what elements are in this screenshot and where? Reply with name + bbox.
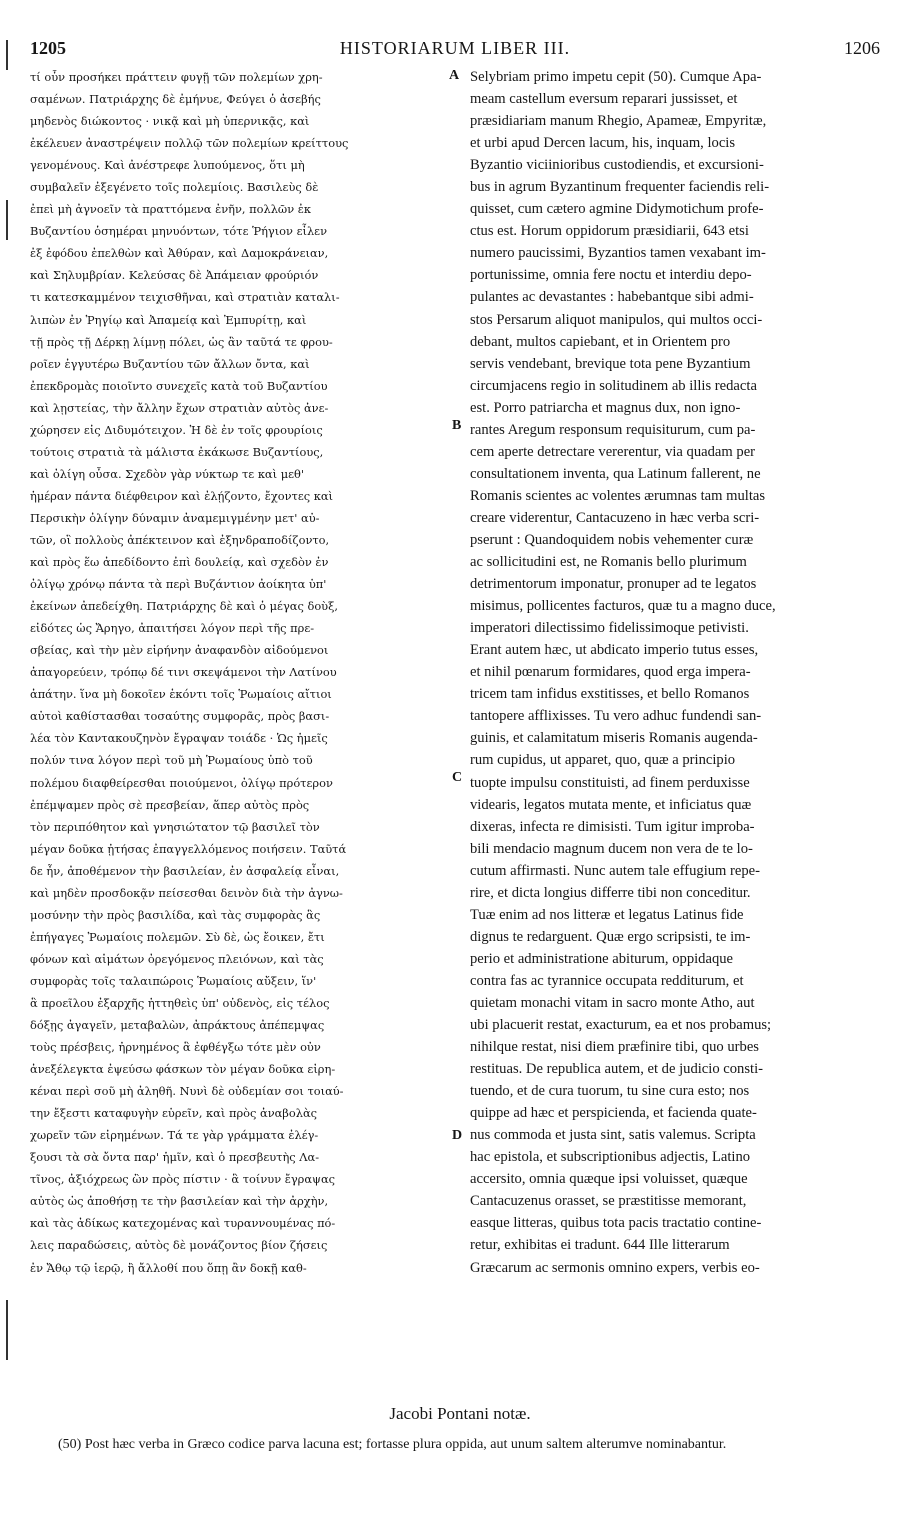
- footnote-50: (50) Post hæc verba in Græco codice parva lacuna est; fortasse plura oppida, aut unum saltem alterumve nominabantur.: [58, 1437, 727, 1452]
- greek-line: τι κατεσκαμμένον τειχισθῆναι, καὶ στρατιὰν καταλι-: [30, 290, 340, 305]
- latin-line: Tuæ enim ad nos litteræ et legatus Latinus fide: [470, 906, 744, 923]
- latin-line: imperatori dilectissimo fidelissimoque petivisti.: [470, 620, 749, 637]
- latin-line: rire, et dicta longius differre tibi non conceditur.: [470, 884, 751, 901]
- latin-line: tricem tam infidus exstitisses, et bello Romanos: [470, 686, 750, 703]
- latin-line: Cantacuzenus orasset, se præstitisse memorant,: [470, 1193, 747, 1210]
- greek-line: την ἔξεστι καταφυγὴν εὑρεῖν, καὶ πρὸς ἀναβολὰς: [30, 1106, 318, 1121]
- greek-line: δόξῃς ἀγαγεῖν, μεταβαλὼν, ἀπράκτους ἀπέπεμψας: [30, 1018, 325, 1033]
- greek-line: πολέμου διαφθείρεσθαι ποιούμενοι, ὀλίγῳ πρότερον: [30, 775, 333, 790]
- latin-line: pulantes ac devastantes : habebantque sibi admi-: [470, 289, 754, 306]
- latin-line: meam castellum eversum reparari jussisset, et: [470, 91, 738, 108]
- latin-line: bus in agrum Byzantinum frequenter faciendis reli-: [470, 179, 770, 196]
- latin-line: perio et administratione abiturum, oppidaque: [470, 950, 734, 967]
- latin-line: Byzantio viciinioribus custodiendis, et excursioni-: [470, 157, 764, 174]
- greek-line: ἐν Ἄθῳ τῷ ἱερῷ, ἢ ἄλλοθί που ὅπῃ ἂν δοκῇ καθ-: [30, 1260, 307, 1275]
- greek-line: καὶ πρὸς ἕω ἀπεδίδοντο ἐπὶ δουλείᾳ, καὶ σχεδὸν ἐν: [30, 555, 329, 570]
- latin-line: ctus est. Horum oppidorum præsidiarii, 643 etsi: [470, 223, 749, 240]
- greek-text-column: [30, 66, 442, 1389]
- latin-line: accersito, omnia quæque ipsi voluisset, quæque: [470, 1171, 748, 1188]
- greek-line: καὶ μηδὲν προσδοκᾷν πείσεσθαι δεινὸν διὰ τὴν ἀγνω-: [30, 885, 343, 900]
- margin-marker-b: B: [452, 418, 462, 433]
- greek-line: συμβαλεῖν ἐξεγένετο τοῖς πολεμίοις. Βασιλεὺς δὲ: [30, 180, 319, 195]
- greek-line: ἐπεκδρομὰς ποιοῖντο συνεχεῖς κατὰ τοῦ Βυζαντίου: [30, 378, 328, 393]
- greek-line: ὀλίγῳ χρόνῳ πάντα τὰ περὶ Βυζάντιον ἀοίκητα ὑπ': [30, 577, 327, 592]
- greek-line: χώρησεν εἰς Διδυμότειχον. Ἡ δὲ ἐν τοῖς φρουρίοις: [30, 422, 323, 437]
- latin-line: præsidiariam manum Rhegio, Apameæ, Empyritæ,: [470, 113, 767, 130]
- greek-line: δε ἦν, ἀποθέμενον τὴν βασιλείαν, ἐν ἀσφαλείᾳ εἶναι,: [30, 863, 340, 878]
- latin-line: portunissime, omnia fere noctu et interdiu depo-: [470, 267, 752, 284]
- greek-line: αὐτὸς ὡς ἀποθήσῃ τε τὴν βασιλείαν καὶ τὴν ἀρχὴν,: [30, 1194, 329, 1209]
- latin-line: quippe ad hæc et perspicienda, et facienda quate-: [470, 1105, 757, 1122]
- greek-line: συμφορὰς τοῖς ταλαιπώροις Ῥωμαίοις αὔξειν, ἵν': [30, 973, 317, 988]
- greek-line: ξουσι τὰ σὰ ὄντα παρ' ἡμῖν, καὶ ὁ πρεσβευτὴς Λα-: [30, 1150, 320, 1165]
- greek-line: ἐκείνων ἀπεδείχθη. Πατριάρχης δὲ καὶ ὁ μέγας δοὺξ,: [30, 599, 338, 614]
- latin-line: bili mendacio magnum ducem non vera de te lo-: [470, 840, 753, 857]
- greek-line: ἀπαγορεύειν, τρόπῳ δέ τινι σκεψάμενοι τὴν Λατίνου: [30, 665, 337, 680]
- latin-line: detrimentorum imponatur, pronuper ad te legatos: [470, 576, 757, 593]
- latin-line: Selybriam primo impetu cepit (50). Cumque Apa-: [470, 69, 762, 85]
- latin-line: nus commoda et justa sint, satis valemus. Scripta: [470, 1127, 756, 1144]
- latin-line: servis vendebant, brevique tota pene Byzantium: [470, 355, 751, 372]
- greek-line: ἐπέμψαμεν πρὸς σὲ πρεσβείαν, ἅπερ αὐτὸς πρὸς: [30, 797, 310, 812]
- greek-line: ἐξ ἐφόδου ἐπελθὼν καὶ Ἀθύραν, καὶ Δαμοκράνειαν,: [30, 246, 329, 261]
- greek-line: εἰδότες ὡς Ἄρηγο, ἀπαιτήσει λόγον περὶ τῆς πρε-: [30, 621, 315, 636]
- latin-line: rum cupidus, ut apparet, quo, quæ a principio: [470, 752, 736, 769]
- latin-line: debant, multos capiebant, et in Orientem pro: [470, 333, 731, 350]
- latin-text-column: [470, 66, 880, 1389]
- latin-line: restituas. De republica autem, et de judicio consti-: [470, 1061, 763, 1078]
- latin-line: misimus, pollicentes facturos, quæ tu a magno duce,: [470, 598, 776, 615]
- greek-line: γενομένους. Καὶ ἀνέστρεφε λυπούμενος, ὅτι μὴ: [30, 158, 305, 173]
- greek-line: λέα τὸν Καντακουζηνὸν ἔγραψαν τοιάδε · Ὡς ἡμεῖς: [30, 731, 328, 746]
- latin-line: et nihil pœnarum formidares, quod erga impera-: [470, 664, 751, 681]
- latin-line: videaris, legatos mutata mente, et inficiatus quæ: [470, 796, 752, 813]
- latin-line: tuendo, et de cura tuorum, tu sine cura esto; nos: [470, 1083, 750, 1100]
- greek-line: σβείας, καὶ τὴν μὲν εἰρήνην ἀναφανδὸν αἰδούμενοι: [30, 643, 329, 658]
- greek-line: τούτοις στρατιὰ τὰ μάλιστα ἐκάκωσε Βυζαντίους,: [30, 444, 324, 459]
- greek-line: τῖνος, ἀξιόχρεως ὢν πρὸς πίστιν · ἃ τοίνυν ἔγραψας: [30, 1172, 336, 1187]
- latin-line: easque litteras, quibus tota pacis tractatio contine-: [470, 1215, 762, 1232]
- latin-line: hac epistola, et subscriptionibus adjectis, Latino: [470, 1149, 751, 1166]
- greek-line: κέναι περὶ σοῦ μὴ ἀληθῆ. Νυνὶ δὲ οὐδεμίαν σοι τοιαύ-: [30, 1084, 344, 1099]
- latin-line: numero paucissimi, Byzantios tamen vexabant im-: [470, 245, 766, 262]
- latin-line: Romanis scientes ac volentes ærumnas tam multas: [470, 487, 766, 504]
- latin-line: stos Persarum aliquot manipulos, qui multos occi-: [470, 311, 763, 328]
- latin-line: contra fas ac tyrannice occupata redditurum, et: [470, 972, 744, 989]
- greek-line: τοὺς πρέσβεις, ἠρνημένος ἃ ἐφθέγξω τότε μὲν οὐν: [30, 1040, 321, 1055]
- greek-line: χωρεῖν τῶν εἰρημένων. Τά τε γὰρ γράμματα ἐλέγ-: [30, 1128, 319, 1143]
- greek-line: ἐπήγαγες Ῥωμαίοις πολεμῶν. Σὺ δὲ, ὡς ἔοικεν, ἔτι: [30, 929, 325, 944]
- greek-line: λιπὼν ἐν Ῥηγίῳ καὶ Ἀπαμείᾳ καὶ Ἐμπυρίτῃ, καὶ: [30, 312, 307, 327]
- latin-line: ubi placuerit restat, exacturum, ea et nos probamus;: [470, 1017, 772, 1034]
- latin-line: creare viderentur, Cantacuzeno in hæc verba scri-: [470, 509, 760, 526]
- scan-edge-mark: [6, 1300, 8, 1360]
- margin-marker-d: D: [452, 1128, 463, 1143]
- latin-line: ac sollicitudini est, ne Romanis bello plurimum: [470, 554, 747, 571]
- latin-line: guinis, et calamitatum miseris Romanis augenda-: [470, 730, 758, 747]
- margin-marker-a: A: [449, 68, 460, 83]
- latin-line: cem aperte detrectare vererentur, via quadam per: [470, 443, 756, 460]
- greek-line: καὶ Σηλυμβρίαν. Κελεύσας δὲ Ἀπάμειαν φρούριόν: [30, 268, 319, 283]
- latin-line: rantes Aregum responsum requisiturum, cum pa-: [470, 421, 756, 438]
- greek-line: πολύν τινα λόγον περὶ τοῦ μὴ Ῥωμαίους ὑπὸ τοῦ: [30, 753, 313, 768]
- greek-line: τῇ πρὸς τῇ Δέρκῃ λίμνῃ πόλει, ὡς ἂν ταῦτά τε φρου-: [30, 334, 333, 349]
- greek-line: μοσύνην τὴν πρὸς βασιλίδα, καὶ τὰς συμφορὰς ἃς: [30, 907, 321, 922]
- latin-line: cutum affirmasti. Nunc autem tale effugium repe-: [470, 862, 761, 879]
- right-page-number: 1206: [844, 38, 880, 58]
- latin-line: tuopte impulsu constituisti, ad finem perduxisse: [470, 774, 750, 791]
- greek-line: ἡμέραν πάντα διέφθειρον καὶ ἐλῄζοντο, ἔχοντες καὶ: [30, 488, 333, 503]
- left-page-number: 1205: [30, 38, 66, 58]
- latin-line: et urbi apud Dercen lacum, his, inquam, locis: [470, 135, 736, 152]
- greek-line: ἀνεξέλεγκτα ἐψεύσω φάσκων τὸν μέγαν δοῦκα εἰρη-: [30, 1062, 336, 1077]
- greek-line: ἃ προεῖλου ἐξαρχῆς ἡττηθεὶς ὑπ' οὐδενὸς, εἰς τέλος: [30, 995, 330, 1010]
- latin-line: dignus te redarguent. Quæ ergo scripsisti, te im-: [470, 928, 751, 945]
- greek-line: καὶ τὰς ἀδίκως κατεχομένας καὶ τυραννουμένας πό-: [30, 1216, 336, 1231]
- margin-marker-c: C: [452, 770, 463, 785]
- greek-line: σαμένων. Πατριάρχης δὲ ἐμήνυε, Φεύγει ὁ ἀσεβής: [30, 92, 321, 107]
- greek-line: ἀπάτην. ἵνα μὴ δοκοῖεν ἑκόντι τοῖς Ῥωμαίοις αἴτιοι: [30, 687, 332, 702]
- greek-line: τὸν περιπόθητον καὶ γνησιώτατον τῷ βασιλεῖ τὸν: [30, 819, 320, 834]
- latin-line: dixeras, infecta re dimisisti. Tum igitur improba-: [470, 818, 755, 835]
- greek-line: ἐπεὶ μὴ ἀγνοεῖν τὰ πραττόμενα ἐνῆν, πολλῶν ἐκ: [30, 202, 311, 217]
- scan-edge-mark: [6, 40, 8, 70]
- scan-edge-mark: [6, 200, 8, 240]
- greek-line: Βυζαντίου ὁσημέραι μηνυόντων, τότε Ῥήγιον εἷλεν: [30, 224, 328, 239]
- greek-line: Περσικὴν ὀλίγην δύναμιν ἀναμεμιγμένην μετ' αὐ-: [30, 510, 320, 525]
- greek-line: ροῖεν ἐγγυτέρω Βυζαντίου τῶν ἄλλων ὄντα, καὶ: [30, 356, 310, 371]
- greek-line: τῶν, οἳ πολλοὺς ἀπέκτεινον καὶ ἐξηνδραποδίζοντο,: [30, 532, 330, 547]
- notes-heading: Jacobi Pontani notæ.: [389, 1404, 531, 1423]
- greek-line: καὶ λῃστείας, τὴν ἄλλην ἔχων στρατιὰν αὐτὸς ἀνε-: [30, 400, 329, 415]
- greek-line: ἐκέλευεν ἀναστρέψειν πολλῷ τῶν πολεμίων κρείττους: [30, 136, 349, 151]
- running-title: HISTORIARUM LIBER III.: [339, 38, 571, 58]
- greek-line: καὶ ὀλίγη οὖσα. Σχεδὸν γὰρ νύκτωρ τε καὶ μεθ': [30, 466, 305, 481]
- greek-line: αὐτοὶ καθίστασθαι τοσαύτης συμφορᾶς, πρὸς βασι-: [30, 709, 330, 724]
- latin-line: quisset, cum cætero agmine Didymotichum profe-: [470, 201, 764, 218]
- latin-line: Erant autem hæc, ut abdicato imperio tutus esses,: [470, 642, 759, 659]
- latin-line: consultationem inventa, qua Latinum fallerent, ne: [470, 465, 761, 482]
- latin-line: pserunt : Quandoquidem nobis vehementer curæ: [470, 531, 754, 548]
- latin-line: nihilque restat, nisi diem præfinire tibi, quo urbes: [470, 1039, 759, 1056]
- greek-line: μηδενὸς διώκοντος · νικᾷ καὶ μὴ ὑπερνικᾷς, καὶ: [30, 114, 310, 129]
- greek-line: μέγαν δοῦκα ᾐτήσας ἐπαγγελλόμενος ποιήσειν. Ταῦτά: [30, 841, 347, 856]
- latin-line: retur, exhibitas ei tradunt. 644 Ille litterarum: [470, 1237, 730, 1254]
- latin-line: est. Porro patriarcha et magnus dux, non igno-: [470, 399, 741, 416]
- latin-line: tantopere afflixisses. Tu vero adhuc fundendi san-: [470, 708, 762, 725]
- greek-line: λεις παραδώσεις, αὐτὸς δὲ μονάζοντος βίον ζήσεις: [30, 1238, 328, 1253]
- running-header: [30, 38, 880, 66]
- latin-line: quietam monachi vitam in sacro monte Atho, aut: [470, 994, 755, 1011]
- latin-line: Græcarum ac sermonis omnino expers, verbis eo-: [470, 1259, 760, 1276]
- greek-line: φόνων καὶ αἱμάτων ὀρεγόμενος πλειόνων, καὶ τὰς: [30, 951, 324, 966]
- greek-line: τί οὖν προσήκει πράττειν φυγῇ τῶν πολεμίων χρη-: [30, 70, 323, 84]
- latin-line: circumjacens regio in solitudinem ab illis redacta: [470, 377, 757, 394]
